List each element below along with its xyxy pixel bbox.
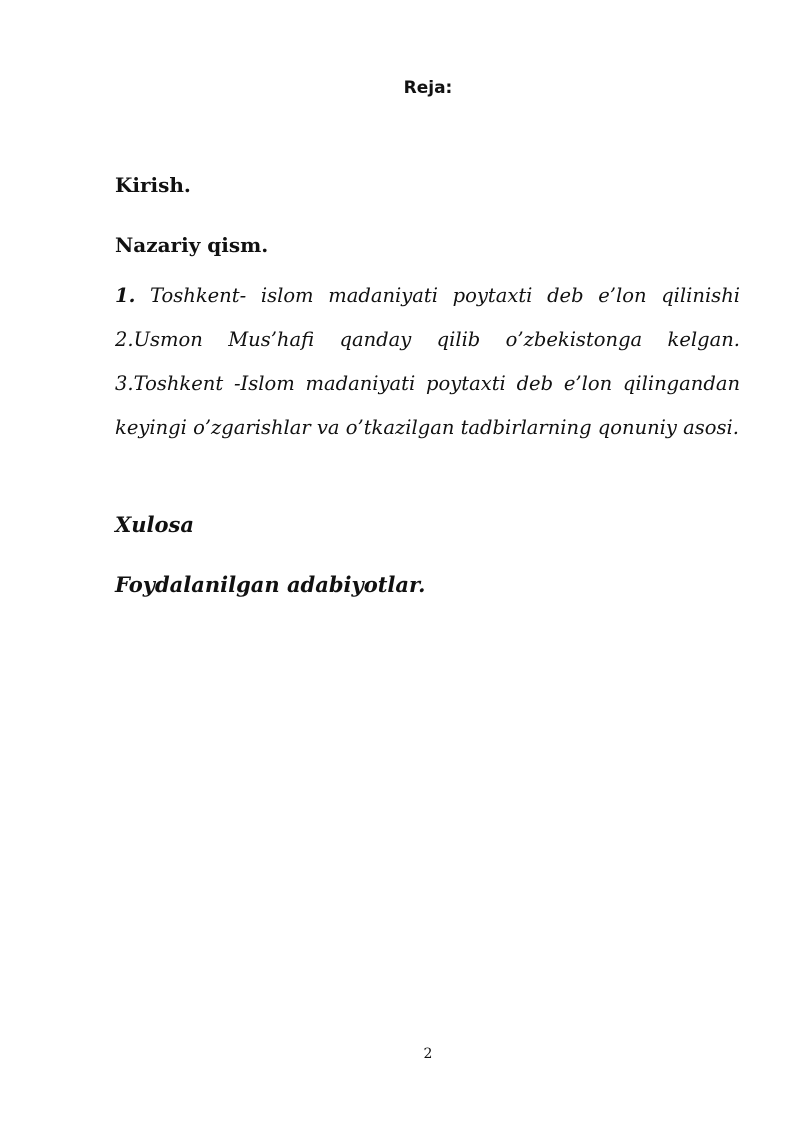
plan-items — [115, 274, 740, 450]
plan-item-3: 3.Toshkent -Islom madaniyati poytaxti deb e’lon qilingandan keyingi o’zgarishlar va o’tkazilgan tadbirlarning qonuniy asosi. — [115, 372, 740, 439]
intro-heading: Kirish. — [115, 173, 191, 197]
plan-item-1-text: Toshkent- islom madaniyati poytaxti deb e’lon qilinishi — [135, 284, 740, 307]
conclusion-heading: Xulosa — [115, 512, 194, 537]
page-title: Reja: — [403, 78, 453, 98]
plan-item-2: 2.Usmon Mus’hafi qanday qilib o’zbekistonga kelgan. — [115, 328, 740, 351]
page-number: 2 — [423, 1046, 433, 1062]
plan-item-1-number: 1. — [115, 284, 136, 307]
plan-item-1 — [115, 274, 740, 318]
references-heading: Foydalanilgan adabiyotlar. — [115, 572, 426, 597]
theory-heading: Nazariy qism. — [115, 233, 269, 257]
